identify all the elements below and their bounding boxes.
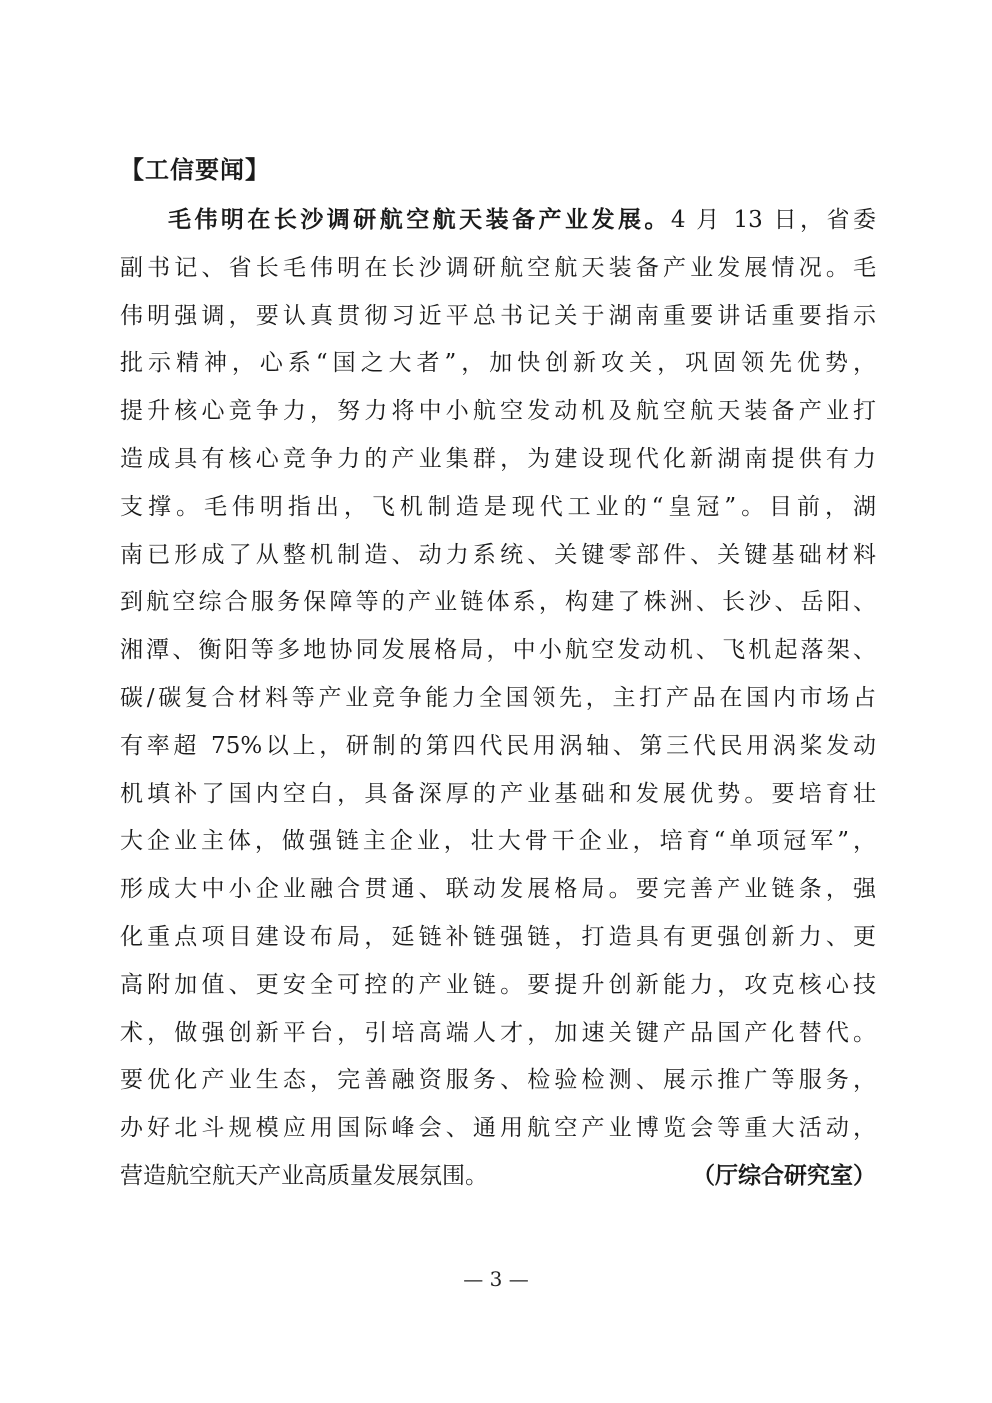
article-line: 高附加值、更安全可控的产业链。要提升创新能力，攻克核心技 [120, 971, 876, 998]
article-line: 到航空综合服务保障等的产业链体系，构建了株洲、长沙、岳阳、 [120, 589, 876, 616]
article-source: （厅综合研究室） [692, 1162, 876, 1189]
article-line: 大企业主体，做强链主企业，壮大骨干企业，培育“单项冠军”， [120, 828, 876, 855]
article-line: 化重点项目建设布局，延链补链强链，打造具有更强创新力、更 [120, 923, 876, 950]
article-line: 副书记、省长毛伟明在长沙调研航空航天装备产业发展情况。毛 [120, 254, 876, 281]
article-line: 机填补了国内空白，具备深厚的产业基础和发展优势。要培育壮 [120, 780, 876, 807]
article-line: 批示精神，心系“国之大者”，加快创新攻关，巩固领先优势， [120, 350, 876, 377]
article-first-line-text: 4 月 13 日，省委 [670, 207, 876, 233]
article-line: 有率超 75%以上，研制的第四代民用涡轴、第三代民用涡桨发动 [120, 732, 876, 759]
article-line: 术，做强创新平台，引培高端人才，加速关键产品国产化替代。 [120, 1019, 876, 1046]
article-line: 要优化产业生态，完善融资服务、检验检测、展示推广等服务， [120, 1067, 876, 1094]
section-heading: 【工信要闻】 [120, 156, 270, 184]
article-line: 伟明强调，要认真贯彻习近平总书记关于湖南重要讲话重要指示 [120, 302, 876, 329]
article-line: 碳/碳复合材料等产业竞争能力全国领先，主打产品在国内市场占 [120, 684, 876, 711]
article-last-line [120, 1153, 876, 1201]
article-line: 支撑。毛伟明指出，飞机制造是现代工业的“皇冠”。目前，湖 [120, 493, 876, 520]
article-line: 湘潭、衡阳等多地协同发展格局，中小航空发动机、飞机起落架、 [120, 637, 876, 664]
article-last-line-text: 营造航空航天产业高质量发展氛围。 [120, 1162, 488, 1189]
article-first-line [120, 197, 876, 245]
article-body [120, 197, 876, 1201]
article-line: 提升核心竞争力，努力将中小航空发动机及航空航天装备产业打 [120, 398, 876, 425]
article-line: 办好北斗规模应用国际峰会、通用航空产业博览会等重大活动， [120, 1115, 876, 1142]
page-number: — 3 — [463, 1267, 529, 1291]
article-line: 南已形成了从整机制造、动力系统、关键零部件、关键基础材料 [120, 541, 876, 568]
article-headline: 毛伟明在长沙调研航空航天装备产业发展。 [168, 207, 671, 233]
article-line: 形成大中小企业融合贯通、联动发展格局。要完善产业链条，强 [120, 876, 876, 903]
article-line: 造成具有核心竞争力的产业集群，为建设现代化新湖南提供有力 [120, 445, 876, 472]
